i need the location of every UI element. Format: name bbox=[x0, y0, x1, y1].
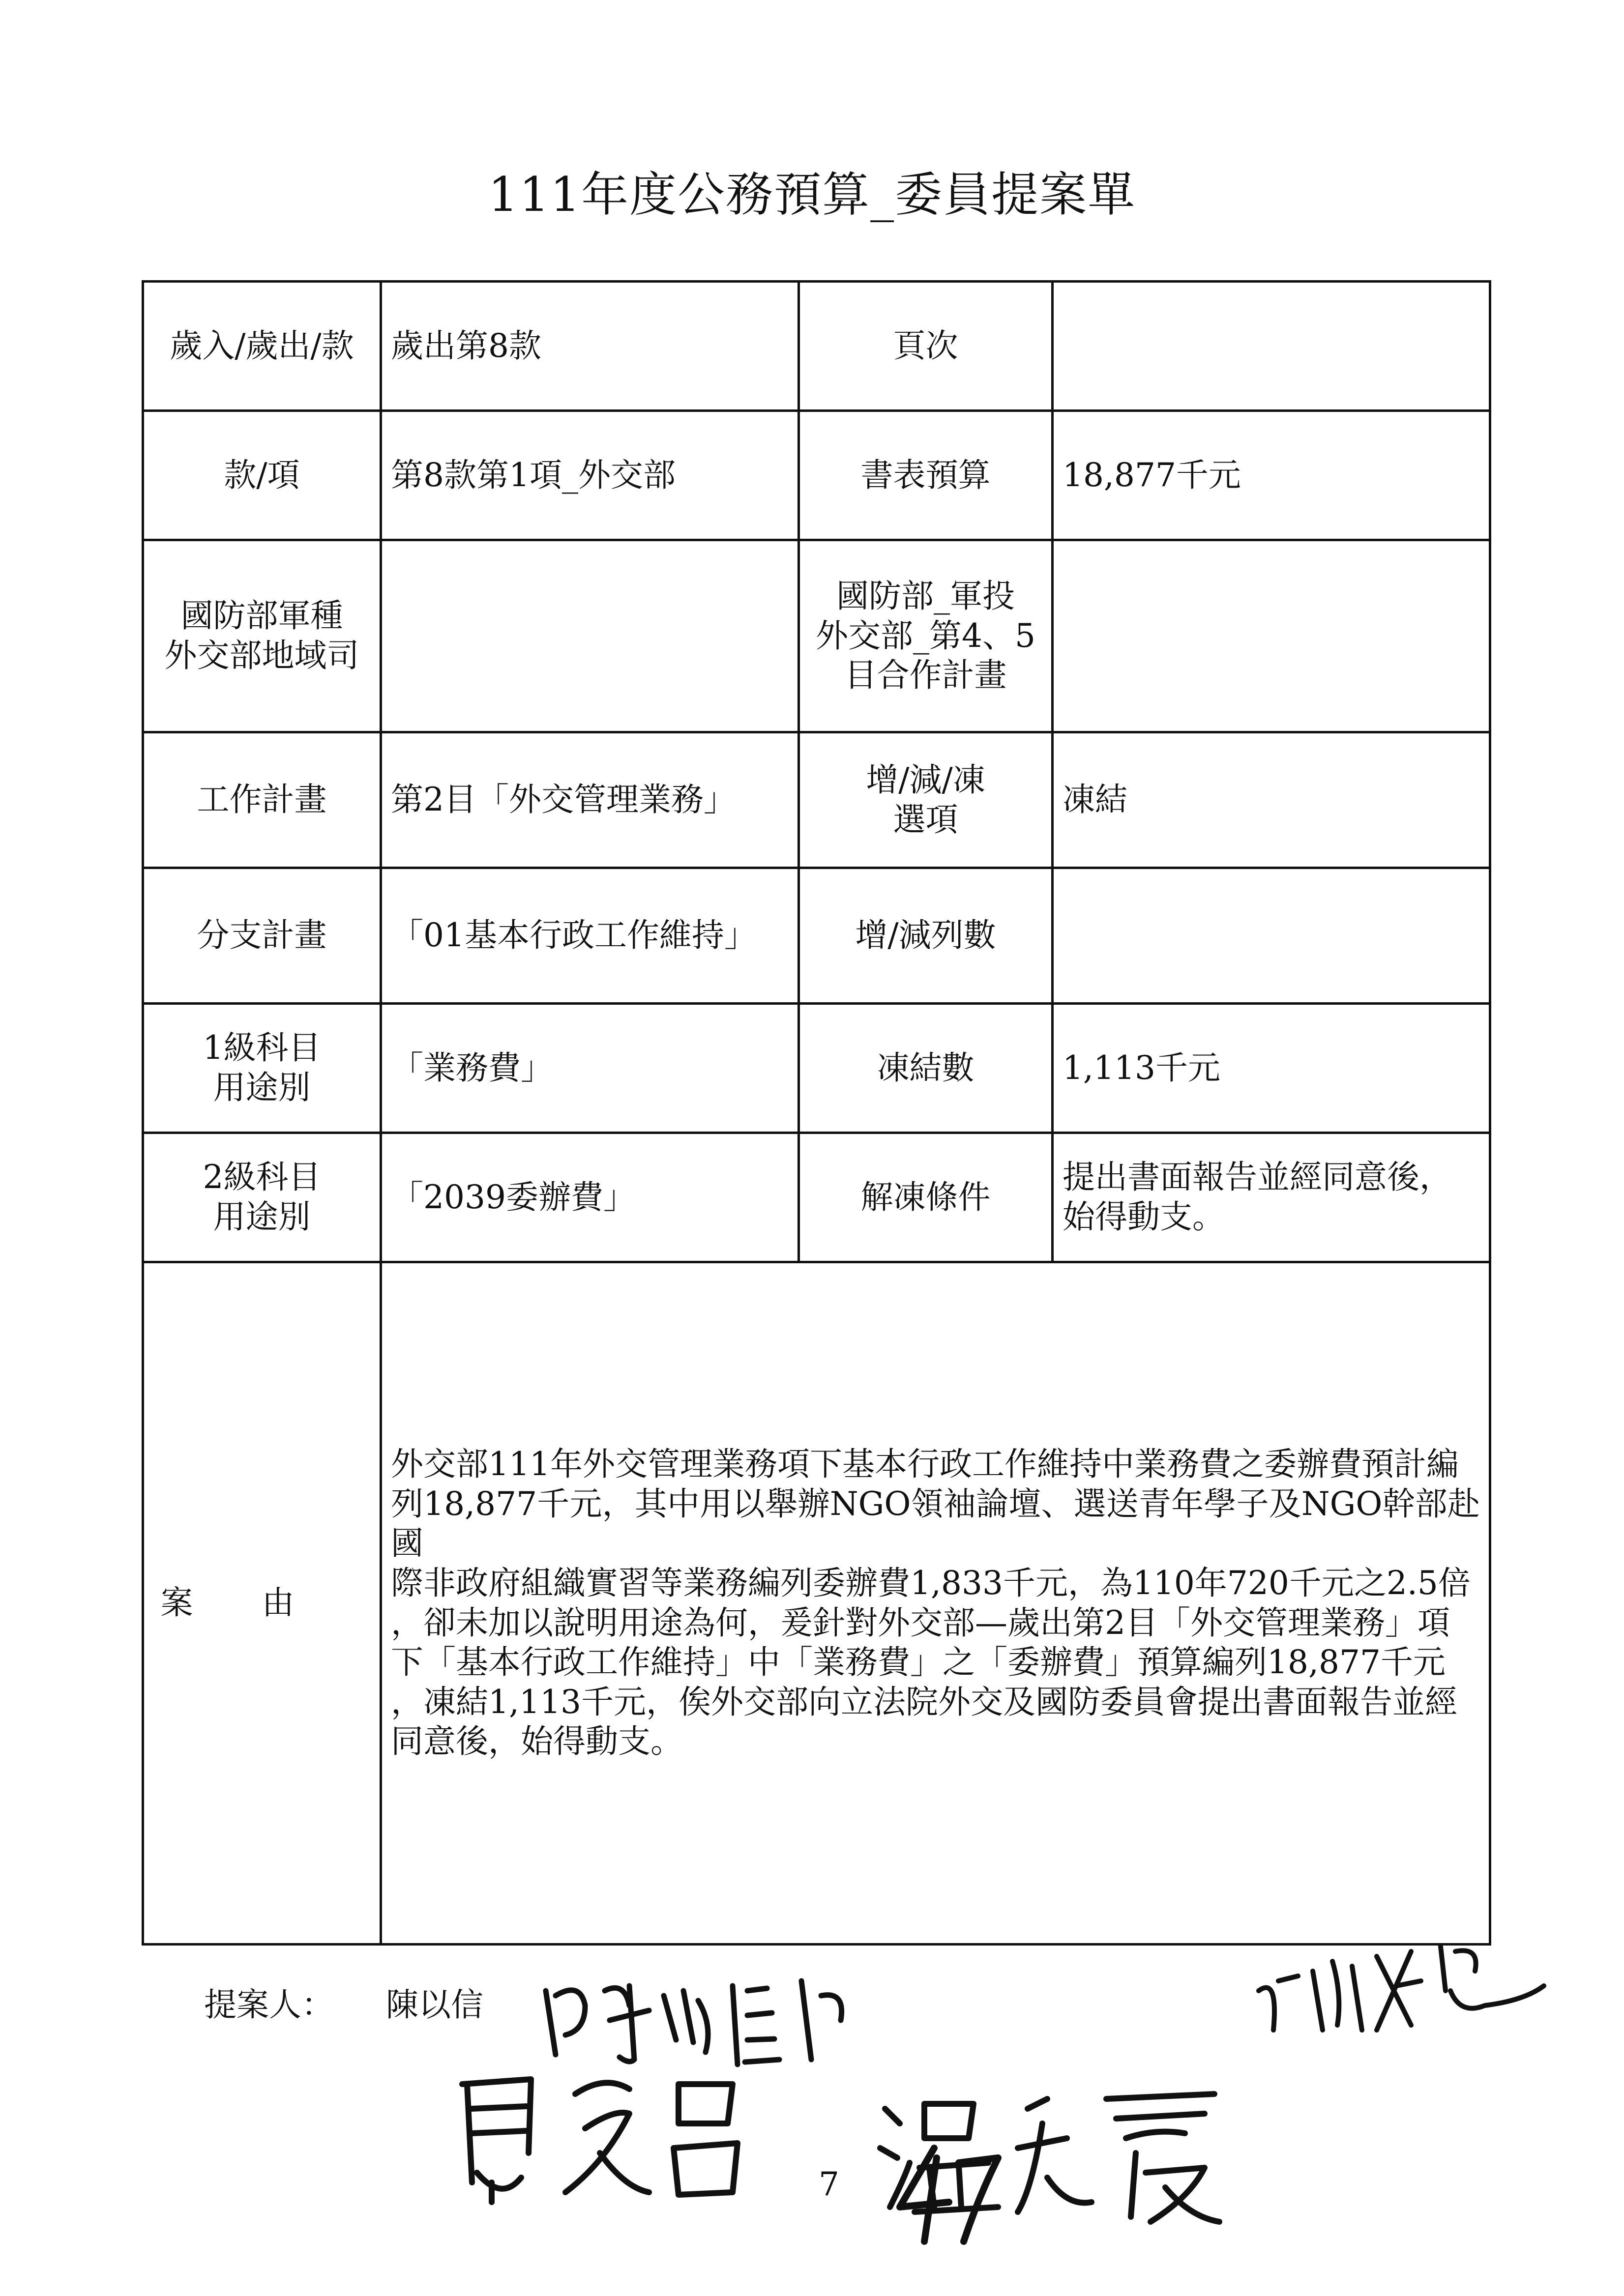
page-number: 7 bbox=[819, 2165, 839, 2203]
field-value: 1,113千元 bbox=[1053, 1004, 1490, 1133]
reason-line: ，凍結1,113千元，俟外交部向立法院外交及國防委員會提出書面報告並經 bbox=[391, 1683, 1457, 1721]
reason-line: ，卻未加以說明用途為何，爰針對外交部—歲出第2目「外交管理業務」項 bbox=[391, 1603, 1450, 1642]
field-value: 凍結 bbox=[1053, 732, 1490, 868]
reason-text bbox=[381, 1262, 1490, 1945]
form-row-level1-subject bbox=[143, 1004, 1490, 1133]
field-value: 「2039委辦費」 bbox=[381, 1133, 799, 1262]
reason-line: 際非政府組織實習等業務編列委辦費1,833千元，為110年720千元之2.5倍 bbox=[391, 1564, 1471, 1602]
field-value bbox=[1053, 868, 1490, 1004]
form-row-branch-plan bbox=[143, 868, 1490, 1004]
proposer-name: 陳以信 bbox=[386, 1986, 483, 2024]
field-value: 「業務費」 bbox=[381, 1004, 799, 1133]
field-label: 國防部_軍投 外交部_第4、5 目合作計畫 bbox=[799, 540, 1053, 732]
field-value: 提出書面報告並經同意後， 始得動支。 bbox=[1053, 1133, 1490, 1262]
field-value: 第2目「外交管理業務」 bbox=[381, 732, 799, 868]
document-title: 111年度公務預算_委員提案單 bbox=[488, 167, 1136, 222]
form-row-level2-subject bbox=[143, 1133, 1490, 1262]
reason-line: 列18,877千元，其中用以舉辦NGO領袖論壇、選送青年學子及NGO幹部赴國 bbox=[391, 1484, 1480, 1563]
field-label: 2級科目 用途別 bbox=[143, 1133, 381, 1262]
form-row-item bbox=[143, 411, 1490, 540]
field-value bbox=[1053, 282, 1490, 411]
proposal-form-table bbox=[142, 280, 1491, 1946]
signature-chen-yi-hsin-2 bbox=[1249, 1932, 1554, 2050]
field-value bbox=[381, 540, 799, 732]
form-row-work-plan bbox=[143, 732, 1490, 868]
field-label: 分支計畫 bbox=[143, 868, 381, 1004]
field-label: 書表預算 bbox=[799, 411, 1053, 540]
field-value: 18,877千元 bbox=[1053, 411, 1490, 540]
reason-line: 下「基本行政工作維持」中「業務費」之「委辦費」預算編列18,877千元 bbox=[391, 1643, 1446, 1682]
field-label: 增/減列數 bbox=[799, 868, 1053, 1004]
field-value: 歲出第8款 bbox=[381, 282, 799, 411]
signature-ma-wen-chun bbox=[443, 2055, 757, 2217]
form-row-reason bbox=[143, 1262, 1490, 1945]
field-value bbox=[1053, 540, 1490, 732]
form-row-account bbox=[143, 282, 1490, 411]
reason-line: 同意後，始得動支。 bbox=[391, 1722, 683, 1761]
field-label: 增/減/凍 選項 bbox=[799, 732, 1053, 868]
field-label: 工作計畫 bbox=[143, 732, 381, 868]
proposer-label: 提案人： bbox=[204, 1986, 334, 2024]
field-label: 國防部軍種 外交部地域司 bbox=[143, 540, 381, 732]
handwritten-page-number bbox=[890, 2138, 1008, 2251]
field-label: 歲入/歲出/款 bbox=[143, 282, 381, 411]
reason-line: 外交部111年外交管理業務項下基本行政工作維持中業務費之委辦費預計編 bbox=[391, 1445, 1459, 1483]
reason-label: 案由 bbox=[143, 1262, 381, 1945]
field-label: 凍結數 bbox=[799, 1004, 1053, 1133]
form-row-department bbox=[143, 540, 1490, 732]
field-label: 款/項 bbox=[143, 411, 381, 540]
field-label: 解凍條件 bbox=[799, 1133, 1053, 1262]
field-label: 1級科目 用途別 bbox=[143, 1004, 381, 1133]
field-value: 第8款第1項_外交部 bbox=[381, 411, 799, 540]
field-label: 頁次 bbox=[799, 282, 1053, 411]
field-value: 「01基本行政工作維持」 bbox=[381, 868, 799, 1004]
